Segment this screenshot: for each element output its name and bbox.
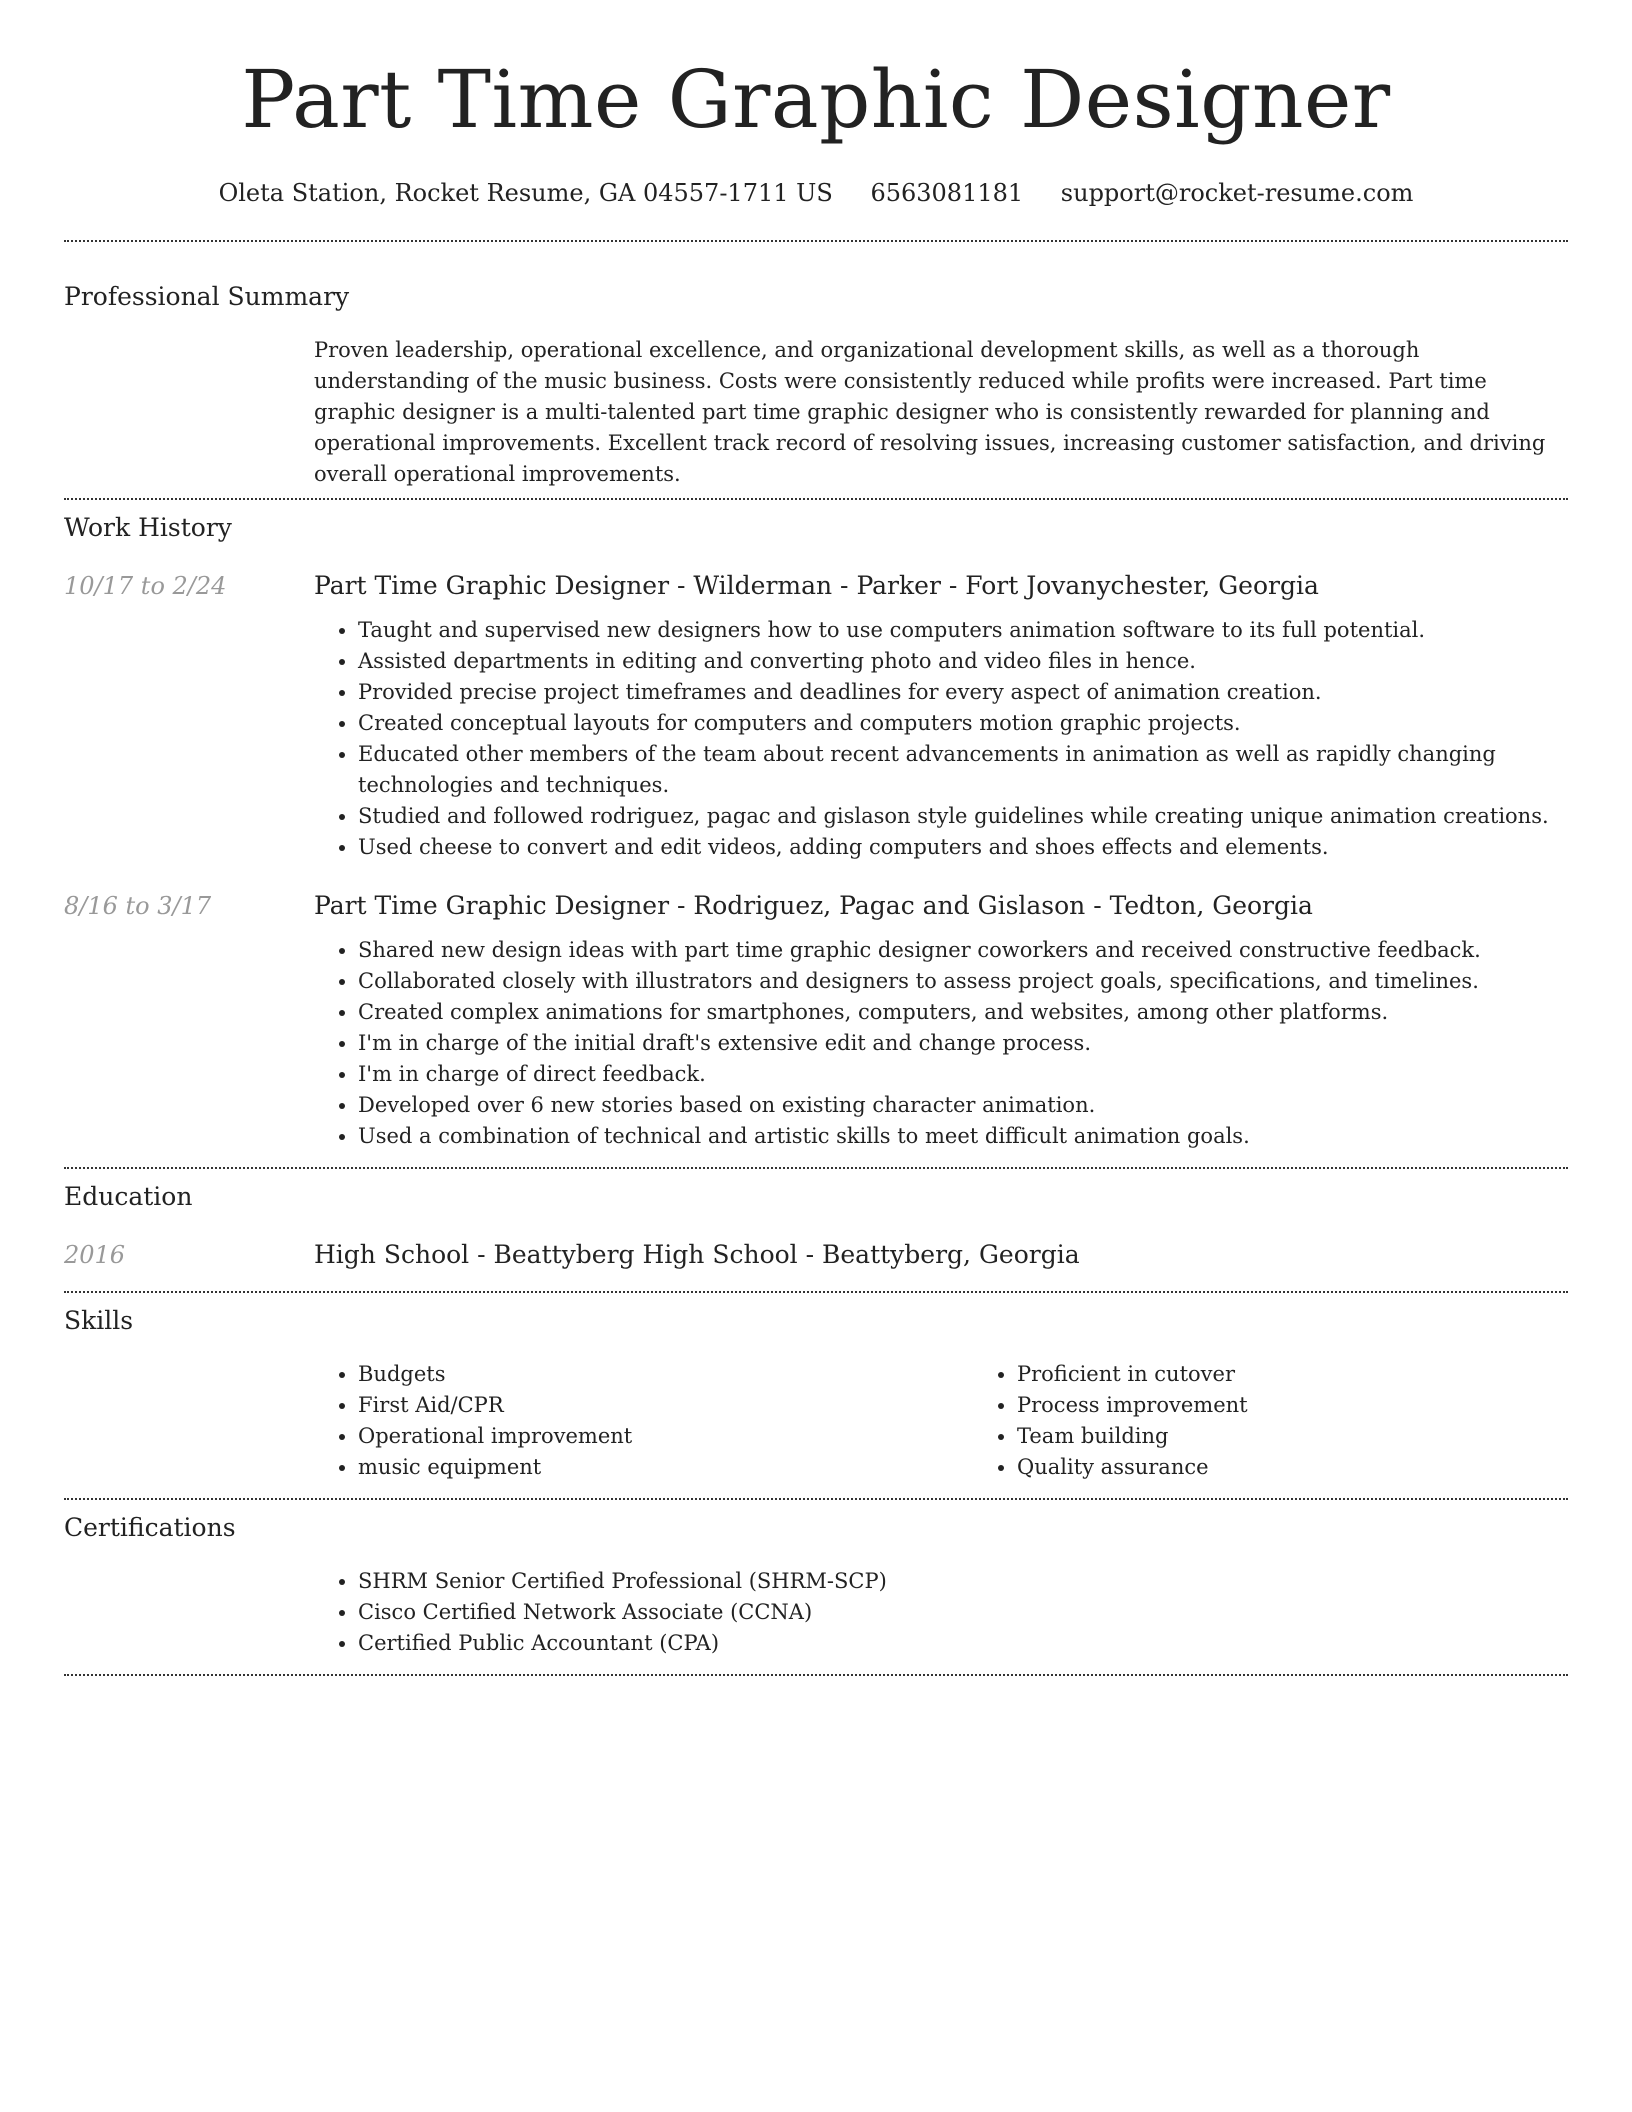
list-item: • Studied and followed rodriguez, pagac and gislason style guidelines while creating unique animation creations. (358, 801, 1568, 832)
skill-item: • Quality assurance (1017, 1452, 1632, 1483)
skills-section (64, 1305, 1568, 1483)
job-entry (64, 890, 1568, 1152)
certification-item: • Cisco Certified Network Associate (CCNA) (358, 1597, 1568, 1628)
job-bullets (314, 935, 1568, 1152)
skill-item: • Team building (1017, 1421, 1632, 1452)
skills-list-right (973, 1359, 1632, 1483)
job-title: Part Time Graphic Designer - Wilderman - Parker - Fort Jovanychester, Georgia (314, 571, 1319, 600)
work-history-section (64, 512, 1568, 1152)
list-item: • Collaborated closely with illustrators and designers to assess project goals, specifications, and timelines. (358, 966, 1568, 997)
divider (64, 240, 1568, 242)
list-item: • Taught and supervised new designers how to use computers animation software to its full potential. (358, 615, 1568, 646)
certifications-heading: Certifications (64, 1513, 236, 1542)
list-item: • Developed over 6 new stories based on existing character animation. (358, 1090, 1568, 1121)
skill-item: • Operational improvement (358, 1421, 973, 1452)
certifications-section (64, 1512, 1568, 1659)
skill-item: • Budgets (358, 1359, 973, 1390)
skill-item: • Proficient in cutover (1017, 1359, 1632, 1390)
list-item: • Created conceptual layouts for computers and computers motion graphic projects. (358, 708, 1568, 739)
divider (64, 498, 1568, 500)
education-heading: Education (64, 1182, 193, 1211)
list-item: • Used cheese to convert and edit videos, adding computers and shoes effects and elements. (358, 832, 1568, 863)
summary-text: Proven leadership, operational excellence, and organizational development skills, as well as a thorough understanding of the music business. Costs were consistently reduced while profits were increased. Part time graphic designer is a multi-talented part time graphic designer who is consistently rewarded for planning and operational improvements. Excellent track record of resolving issues, increasing customer satisfaction, and driving overall operational improvements. (314, 338, 1546, 486)
list-item: • Created complex animations for smartphones, computers, and websites, among other platforms. (358, 997, 1568, 1028)
job-dates: 8/16 to 3/17 (64, 892, 212, 920)
resume-page (64, 0, 1568, 1676)
job-dates: 10/17 to 2/24 (64, 572, 227, 600)
skills-list-left (314, 1359, 973, 1483)
skills-heading: Skills (64, 1306, 134, 1335)
list-item: • Provided precise project timeframes and deadlines for every aspect of animation creation. (358, 677, 1568, 708)
education-section (64, 1181, 1568, 1271)
job-title: Part Time Graphic Designer - Rodriguez, Pagac and Gislason - Tedton, Georgia (314, 891, 1313, 920)
divider (64, 1291, 1568, 1293)
list-item: • Shared new design ideas with part time graphic designer coworkers and received constructive feedback. (358, 935, 1568, 966)
contact-address: Oleta Station, Rocket Resume, GA 04557-1711 US (218, 179, 833, 207)
certification-item: • SHRM Senior Certified Professional (SHRM-SCP) (358, 1566, 1568, 1597)
summary-heading: Professional Summary (64, 282, 350, 311)
job-entry (64, 570, 1568, 863)
work-history-heading: Work History (64, 513, 232, 542)
divider (64, 1674, 1568, 1676)
education-date: 2016 (64, 1241, 126, 1269)
list-item: • Assisted departments in editing and converting photo and video files in hence. (358, 646, 1568, 677)
summary-section (64, 281, 1568, 490)
list-item: • Used a combination of technical and artistic skills to meet difficult animation goals. (358, 1121, 1568, 1152)
certifications-list (314, 1566, 1568, 1659)
education-detail: High School - Beattyberg High School - Beattyberg, Georgia (314, 1240, 1080, 1269)
resume-name: Part Time Graphic Designer (241, 53, 1391, 146)
divider (64, 1167, 1568, 1169)
list-item: • Educated other members of the team about recent advancements in animation as well as rapidly changing technologies and techniques. (358, 739, 1568, 801)
skill-item: • First Aid/CPR (358, 1390, 973, 1421)
skill-item: • music equipment (358, 1452, 973, 1483)
contact-line (64, 178, 1568, 208)
contact-phone: 6563081181 (870, 179, 1024, 207)
list-item: • I'm in charge of direct feedback. (358, 1059, 1568, 1090)
certification-item: • Certified Public Accountant (CPA) (358, 1628, 1568, 1659)
skill-item: • Process improvement (1017, 1390, 1632, 1421)
list-item: • I'm in charge of the initial draft's extensive edit and change process. (358, 1028, 1568, 1059)
job-bullets (314, 615, 1568, 863)
contact-email: support@rocket-resume.com (1060, 179, 1414, 207)
divider (64, 1498, 1568, 1500)
education-entry (64, 1239, 1568, 1271)
